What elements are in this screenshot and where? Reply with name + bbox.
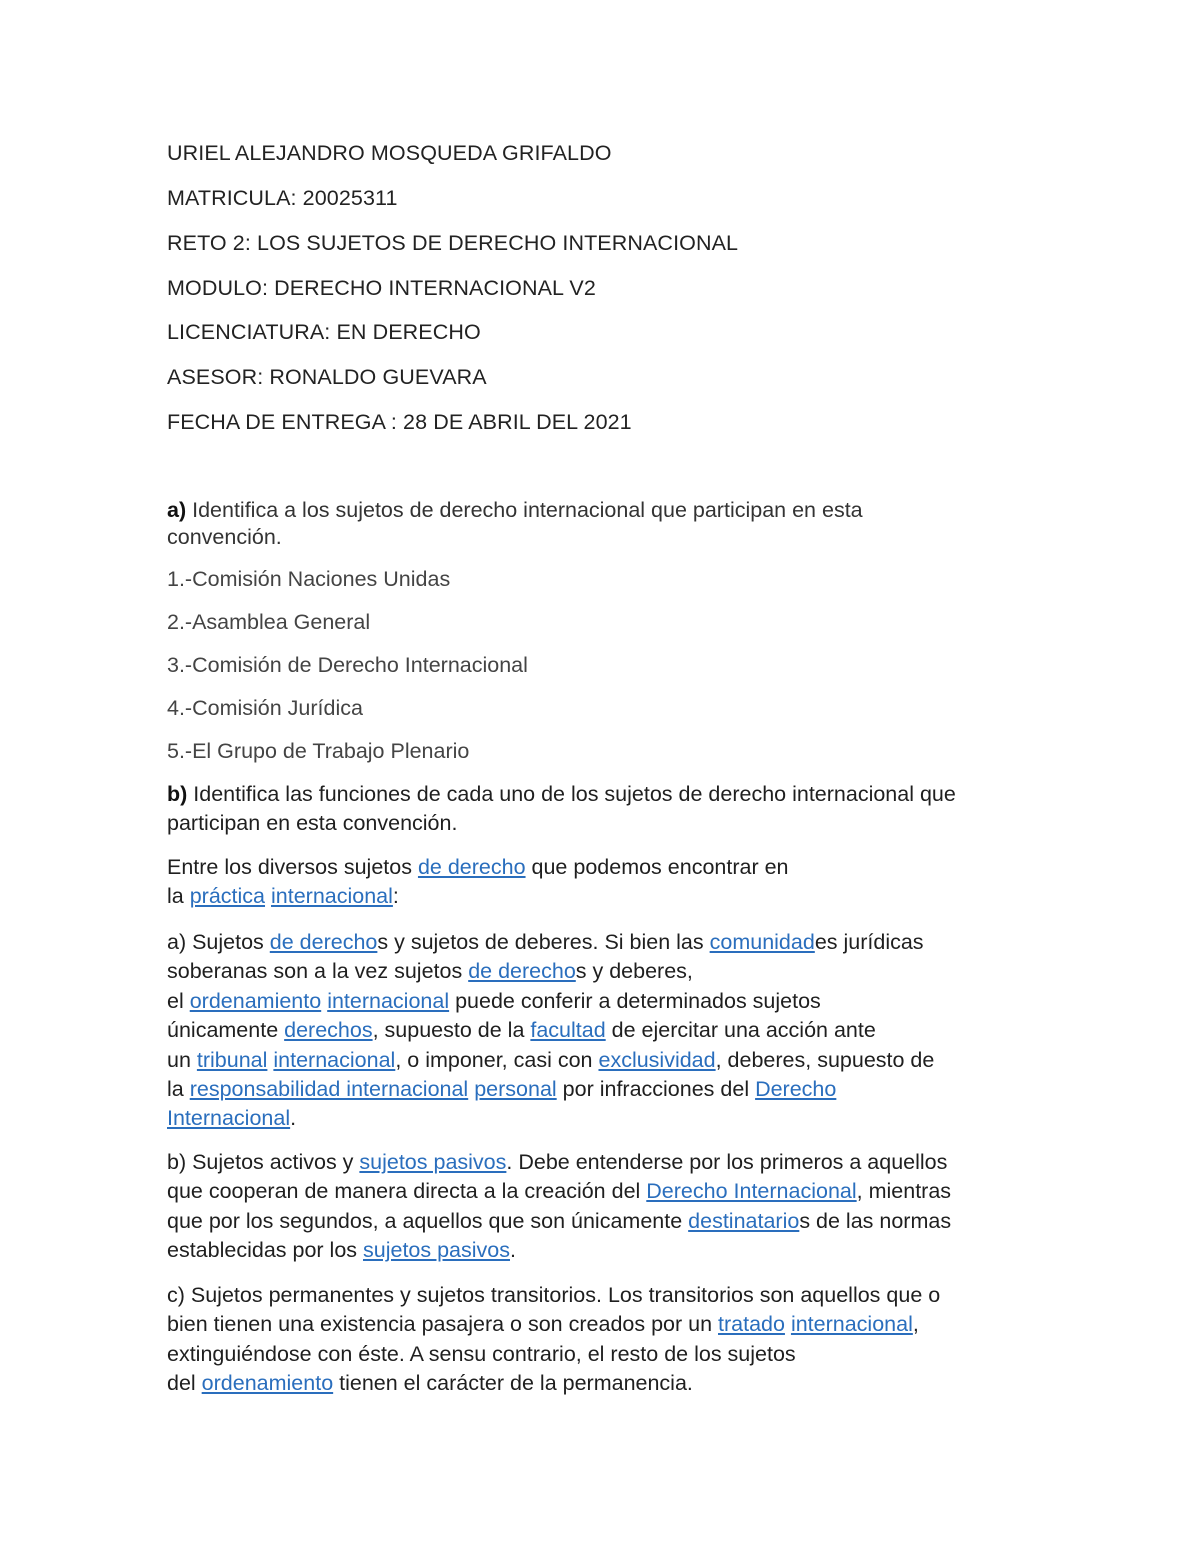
para-text: por infracciones del <box>556 1077 756 1102</box>
paragraph-c <box>167 1281 1047 1399</box>
paragraph-b <box>167 1148 1047 1266</box>
para-text: c) Sujetos permanentes y sujetos transitorios. Los transitorios son aquellos que o <box>167 1283 941 1307</box>
question-b-label: b) <box>167 782 188 806</box>
para-text: un <box>167 1047 197 1072</box>
student-name: URIEL ALEJANDRO MOSQUEDA GRIFALDO <box>167 141 612 165</box>
para-text: . <box>510 1238 516 1263</box>
para-text: puede conferir a determinados sujetos <box>449 988 821 1013</box>
para-text: . Debe entenderse por los primeros a aquellos <box>506 1150 948 1174</box>
para-text: que cooperan de manera directa a la creación del <box>167 1179 647 1204</box>
link-internacional[interactable]: internacional <box>271 884 393 909</box>
para-text: extinguiéndose con éste. A sensu contrario, el resto de los sujetos <box>167 1341 796 1366</box>
link-derechos[interactable]: derechos <box>284 1018 373 1043</box>
para-text: , supuesto de la <box>372 1018 531 1043</box>
para-text: del <box>167 1371 202 1396</box>
para-text: es jurídicas <box>814 930 924 954</box>
link-internacional[interactable]: internacional <box>327 988 450 1013</box>
link-ordenamiento[interactable]: ordenamiento <box>201 1371 334 1396</box>
para-text: a) Sujetos <box>167 930 270 954</box>
link-sujetos-pasivos[interactable]: sujetos pasivos <box>363 1238 510 1263</box>
para-text: b) Sujetos activos y <box>167 1150 360 1174</box>
para-text: s de las normas <box>799 1208 952 1233</box>
para-text: , o imponer, casi con <box>395 1047 599 1072</box>
intro-text: que podemos encontrar en <box>525 855 789 879</box>
reto-line: RETO 2: LOS SUJETOS DE DERECHO INTERNACIONAL <box>167 231 739 255</box>
link-internacional[interactable]: Internacional <box>167 1106 291 1131</box>
question-b-text-2: participan en esta convención. <box>167 811 458 835</box>
para-text: , mientras <box>856 1179 952 1204</box>
paragraph-a <box>167 928 1047 1134</box>
para-text: la <box>167 1077 190 1102</box>
link-de-derecho[interactable]: de derecho <box>468 959 576 984</box>
para-text: de ejercitar una acción ante <box>605 1018 876 1043</box>
para-text: únicamente <box>167 1018 285 1043</box>
link-de-derecho[interactable]: de derecho <box>417 855 526 879</box>
link-destinatario[interactable]: destinatario <box>688 1208 800 1233</box>
link-responsabilidad-internacional[interactable]: responsabilidad internacional <box>189 1077 469 1102</box>
para-text: soberanas son a la vez sujetos <box>167 959 469 984</box>
para-text: , <box>912 1312 919 1337</box>
link-derecho-internacional[interactable]: Derecho Internacional <box>646 1179 857 1204</box>
link-internacional[interactable]: internacional <box>273 1047 396 1072</box>
modulo-line: MODULO: DERECHO INTERNACIONAL V2 <box>167 276 596 300</box>
question-b <box>167 780 1047 838</box>
link-personal[interactable]: personal <box>474 1077 557 1102</box>
link-de-derecho[interactable]: de derecho <box>269 930 378 954</box>
link-exclusividad[interactable]: exclusividad <box>598 1047 716 1072</box>
question-a-text-1: Identifica a los sujetos de derecho internacional que participan en esta <box>186 498 863 522</box>
matricula-line: MATRICULA: 20025311 <box>167 186 398 210</box>
para-text: que por los segundos, a aquellos que son únicamente <box>167 1208 689 1233</box>
intro-text: : <box>392 884 399 909</box>
para-text: el <box>167 988 190 1013</box>
link-derecho[interactable]: Derecho <box>755 1077 837 1102</box>
link-practica[interactable]: práctica <box>189 884 266 909</box>
fecha-line: FECHA DE ENTREGA : 28 DE ABRIL DEL 2021 <box>167 410 632 434</box>
para-text: tienen el carácter de la permanencia. <box>333 1371 693 1396</box>
para-text: establecidas por los <box>167 1238 363 1263</box>
intro-text: Entre los diversos sujetos <box>167 855 418 879</box>
intro-paragraph <box>167 853 1047 912</box>
link-comunidad[interactable]: comunidad <box>709 930 815 954</box>
list-item: 5.-El Grupo de Trabajo Plenario <box>167 739 470 763</box>
question-b-text-1: Identifica las funciones de cada uno de los sujetos de derecho internacional que <box>187 782 956 806</box>
link-tratado[interactable]: tratado <box>718 1312 785 1337</box>
link-facultad[interactable]: facultad <box>530 1018 606 1043</box>
list-item: 3.-Comisión de Derecho Internacional <box>167 653 528 677</box>
list-item: 2.-Asamblea General <box>167 610 371 634</box>
para-text: s y sujetos de deberes. Si bien las <box>377 930 710 954</box>
licenciatura-line: LICENCIATURA: EN DERECHO <box>167 320 481 344</box>
question-a-label: a) <box>167 498 187 522</box>
link-internacional[interactable]: internacional <box>790 1312 913 1337</box>
list-item: 4.-Comisión Jurídica <box>167 696 363 720</box>
question-a <box>167 497 1047 551</box>
list-item: 1.-Comisión Naciones Unidas <box>167 567 451 591</box>
link-sujetos-pasivos[interactable]: sujetos pasivos <box>359 1150 507 1174</box>
asesor-line: ASESOR: RONALDO GUEVARA <box>167 365 487 389</box>
para-text: bien tienen una existencia pasajera o son creados por un <box>167 1312 719 1337</box>
para-text: . <box>290 1106 297 1131</box>
link-ordenamiento[interactable]: ordenamiento <box>189 988 322 1013</box>
intro-text: la <box>167 884 190 909</box>
para-text: s y deberes, <box>575 959 693 984</box>
para-text: , deberes, supuesto de <box>715 1047 935 1072</box>
link-tribunal[interactable]: tribunal <box>196 1047 268 1072</box>
question-a-text-2: convención. <box>167 525 282 549</box>
